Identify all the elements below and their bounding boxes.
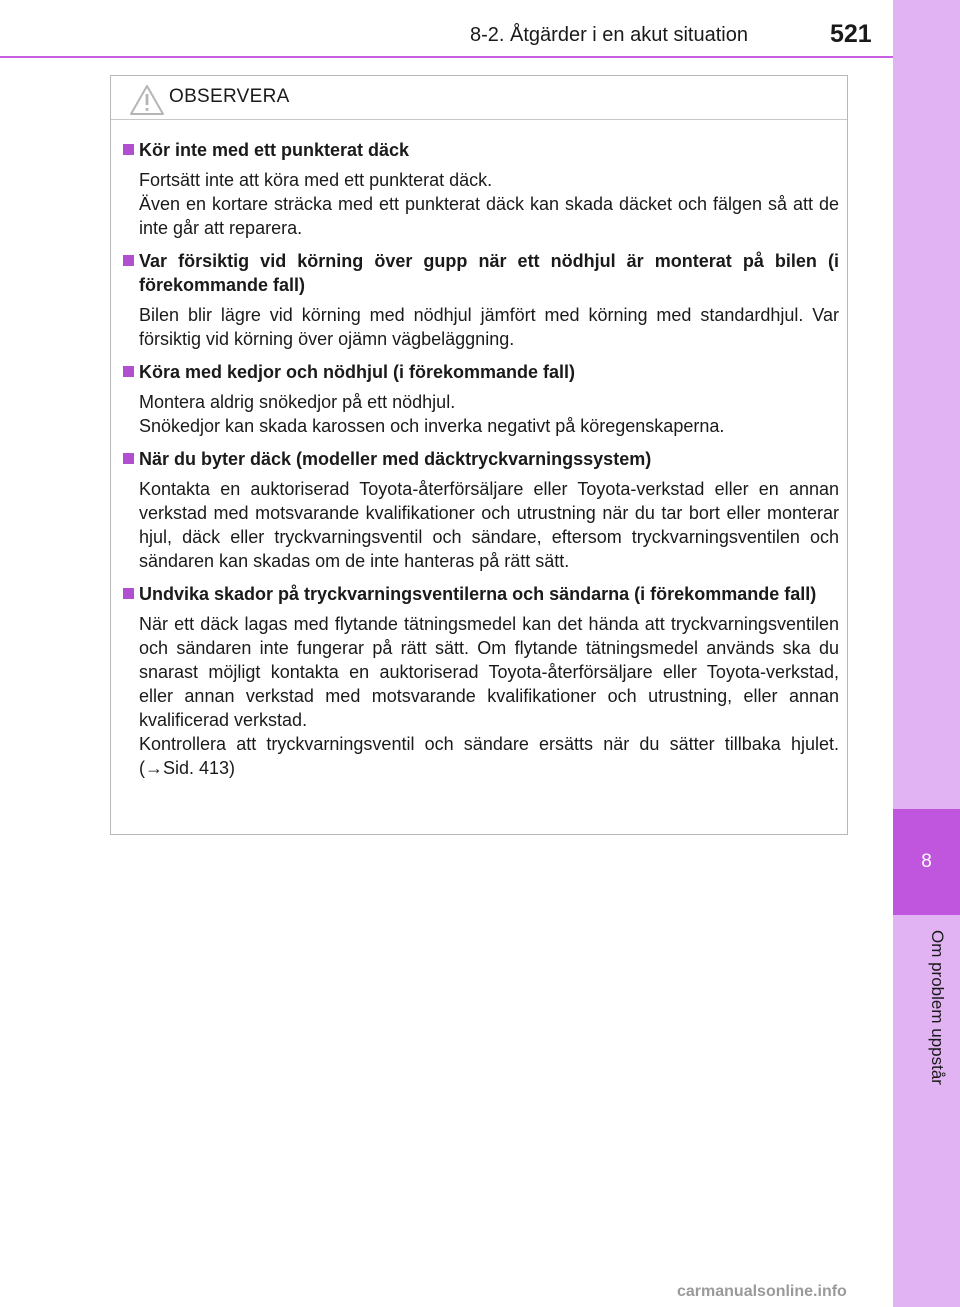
notice-item-heading: [119, 249, 839, 297]
notice-paragraph: Fortsätt inte att köra med ett punkterat däck.: [139, 170, 493, 190]
notice-item: [119, 447, 839, 573]
notice-paragraph: Snökedjor kan skada karossen och inverka negativt på köregenskaperna.: [139, 416, 725, 436]
section-title: 8-2. Åtgärder i en akut situation: [470, 24, 748, 46]
notice-item-body: [119, 168, 839, 240]
notice-item-title: När du byter däck (modeller med däcktryckvarningssystem): [139, 449, 652, 469]
notice-title: OBSERVERA: [169, 86, 290, 107]
square-bullet-icon: [123, 588, 134, 599]
page-number: 521: [830, 20, 872, 48]
notice-paragraph: Även en kortare sträcka med ett punkterat däck kan skada däcket och fälgen så att de inte går att reparera.: [139, 194, 839, 238]
notice-item-title: Kör inte med ett punkterat däck: [139, 140, 410, 160]
notice-paragraph: Kontrollera att tryckvarningsventil och sändare ersätts när du sätter tillbaka hjulet. (→Sid. 413): [139, 734, 839, 778]
chapter-tab[interactable]: [893, 809, 960, 915]
notice-item: [119, 582, 839, 780]
notice-item: [119, 360, 839, 438]
notice-item-body: [119, 612, 839, 780]
notice-item-heading: [119, 360, 839, 384]
warning-triangle-icon: [129, 84, 165, 116]
notice-item-title: Var försiktig vid körning över gupp när ett nödhjul är monterat på bilen (i förekommande fall): [139, 251, 839, 295]
notice-item: [119, 138, 839, 240]
notice-paragraph: Montera aldrig snökedjor på ett nödhjul.: [139, 392, 456, 412]
watermark-text: carmanualsonline.info: [677, 1283, 847, 1300]
notice-item-heading: [119, 447, 839, 471]
notice-box: [110, 75, 848, 835]
notice-item-title: Köra med kedjor och nödhjul (i förekommande fall): [139, 362, 576, 382]
chapter-number: 8: [921, 851, 932, 872]
notice-item-heading: [119, 582, 839, 606]
header-rule: [0, 56, 893, 58]
notice-header: [111, 76, 847, 120]
square-bullet-icon: [123, 453, 134, 464]
notice-item-body: [119, 390, 839, 438]
notice-items: [111, 120, 847, 780]
chapter-sidebar: [893, 0, 960, 1307]
square-bullet-icon: [123, 144, 134, 155]
notice-item-body: [119, 303, 839, 351]
square-bullet-icon: [123, 366, 134, 377]
notice-paragraph: När ett däck lagas med flytande tätningsmedel kan det hända att tryckvarningsventilen och sändaren inte fungerar på rätt sätt. Om flytande tätningsmedel används ska du snarast möjligt kontakta en auktoriserad Toyota-återförsäljare eller Toyota-verkstad, eller annan verkstad med motsvarande kvalifikationer och utrustning, eller annan kvalificerad verkstad.: [139, 614, 839, 730]
notice-item-title: Undvika skador på tryckvarningsventilerna och sändarna (i förekommande fall): [139, 584, 817, 604]
notice-item: [119, 249, 839, 351]
notice-item-body: [119, 477, 839, 573]
chapter-label: Om problem uppstår: [928, 930, 947, 1085]
notice-paragraph: Bilen blir lägre vid körning med nödhjul jämfört med körning med standardhjul. Var försiktig vid körning över ojämn vägbeläggning.: [139, 305, 839, 349]
square-bullet-icon: [123, 255, 134, 266]
notice-item-heading: [119, 138, 839, 162]
notice-paragraph: Kontakta en auktoriserad Toyota-återförsäljare eller Toyota-verkstad eller en annan verkstad med motsvarande kvalifikationer och utrustning när du tar bort eller monterar hjul, däck eller tryckvarningsventil och sändare, eftersom tryckvarningsventilen och sändaren kan skadas om de inte hanteras på rätt sätt.: [139, 479, 839, 571]
